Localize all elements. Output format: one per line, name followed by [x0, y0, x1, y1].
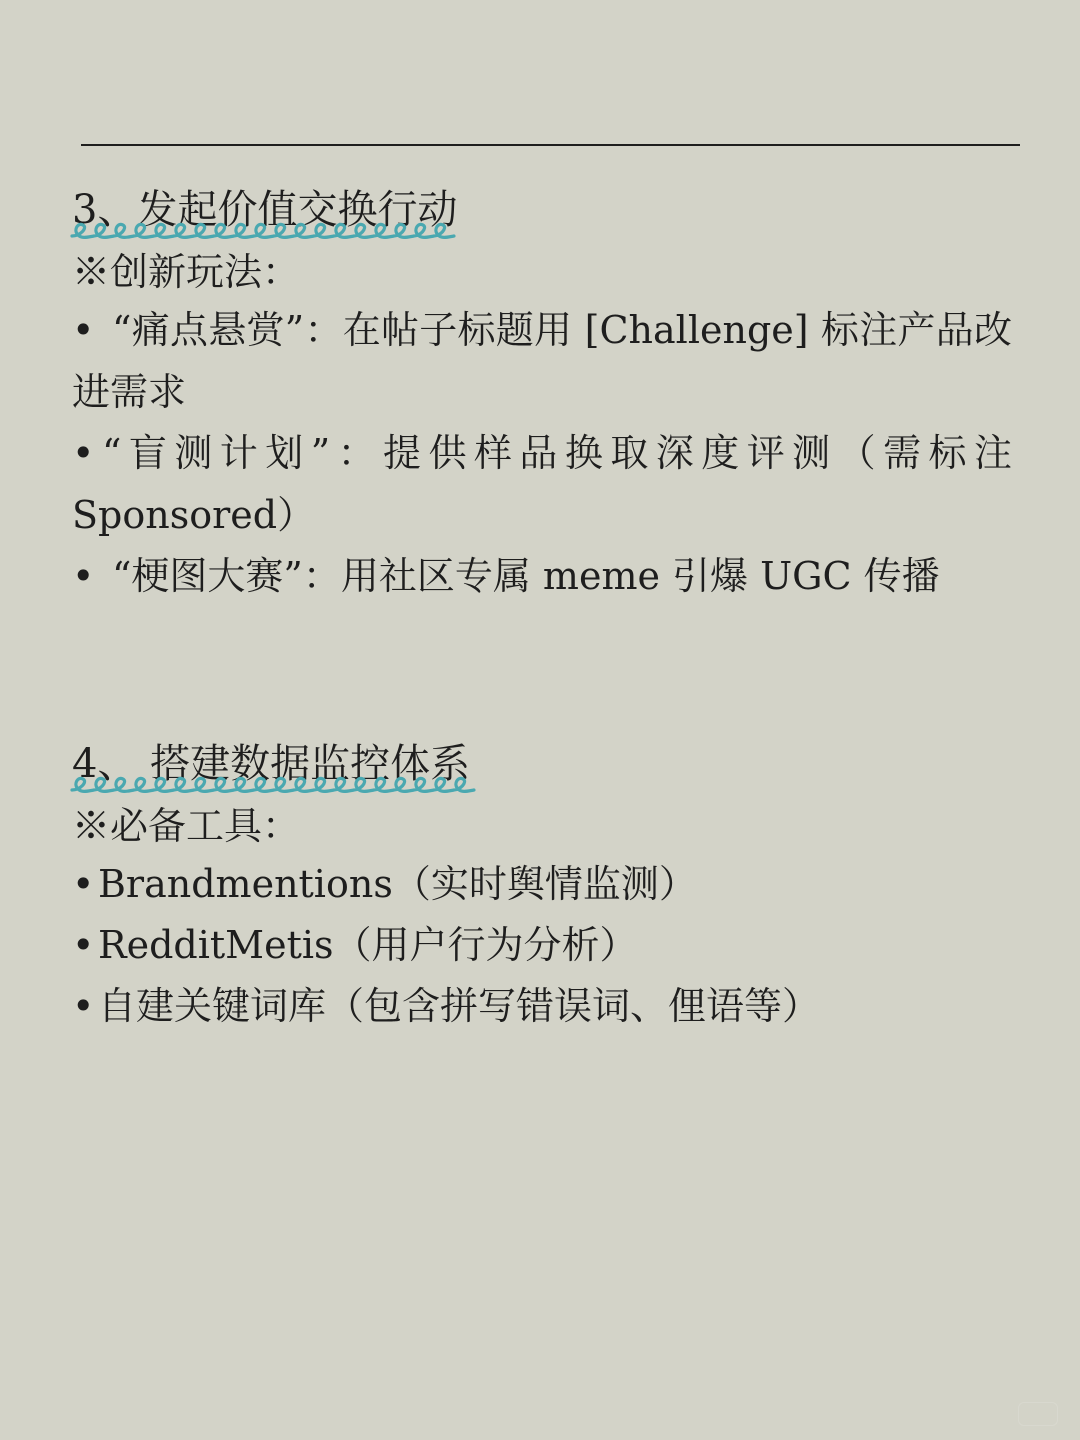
section-heading: 3、发起价值交换行动: [72, 187, 458, 233]
bullet: •: [72, 923, 95, 967]
section-heading: 4、 搭建数据监控体系: [72, 741, 471, 787]
list-item: [72, 423, 1012, 546]
squiggle-underline: [70, 222, 472, 242]
item-list: [72, 300, 1012, 608]
bullet: •: [72, 862, 95, 906]
squiggle-path: [72, 778, 474, 791]
bullet: •: [72, 984, 95, 1028]
section-heading-wrap: [72, 736, 470, 798]
squiggle-path: [72, 224, 454, 237]
item-text: “痛点悬赏”：在帖子标题用 [Challenge] 标注产品改进需求: [72, 308, 1012, 414]
list-item: [72, 854, 1012, 915]
item-text: “梗图大赛”：用社区专属 meme 引爆 UGC 传播: [112, 554, 940, 598]
section-data-monitoring: [72, 736, 1012, 1037]
item-text: 自建关键词库（包含拼写错误词、俚语等）: [98, 984, 821, 1028]
list-item: [72, 976, 1012, 1037]
list-item: [72, 300, 1012, 423]
section-heading-wrap: [72, 182, 457, 244]
corner-watermark: [1018, 1402, 1058, 1426]
bullet: •: [72, 431, 95, 475]
list-item: [72, 915, 1012, 976]
bullet: •: [72, 308, 95, 352]
section-subheading: ※创新玩法：: [72, 250, 301, 294]
section-subheading: ※必备工具：: [72, 804, 301, 848]
squiggle-underline: [70, 776, 488, 796]
section-value-exchange: [72, 182, 1012, 608]
list-item: [72, 546, 1012, 608]
item-list: [72, 854, 1012, 1037]
top-divider: [81, 144, 1020, 146]
bullet: •: [72, 554, 95, 598]
item-text: RedditMetis（用户行为分析）: [98, 923, 638, 967]
item-text: Brandmentions（实时舆情监测）: [98, 862, 697, 906]
item-text: “盲测计划”：提供样品换取深度评测（需标注Sponsored）: [72, 431, 1012, 537]
